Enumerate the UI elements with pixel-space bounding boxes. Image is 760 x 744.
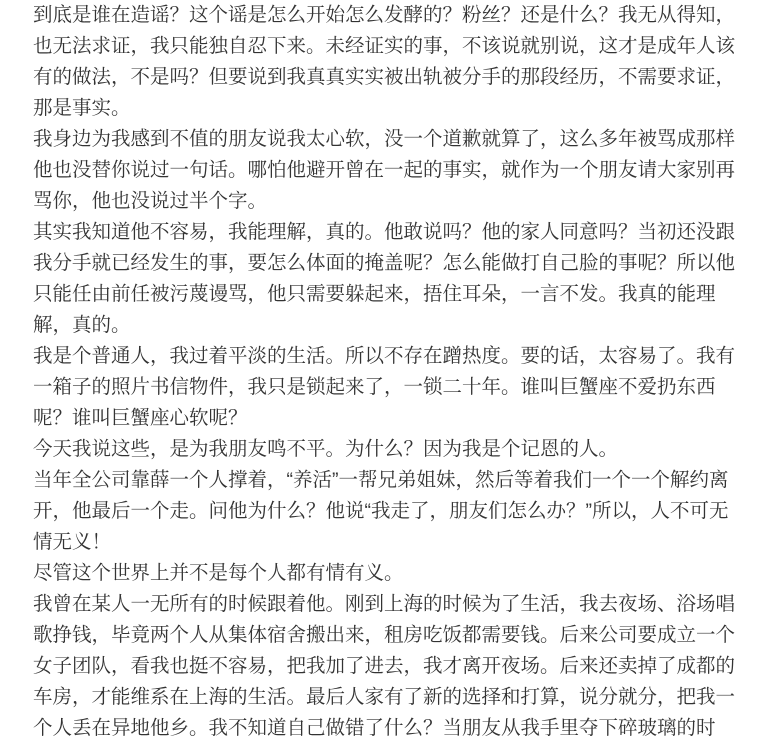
paragraph: 今天我说这些，是为我朋友鸣不平。为什么？因为我是个记恩的人。: [33, 438, 619, 460]
paragraph: 我曾在某人一无所有的时候跟着他。刚到上海的时候为了生活，我去夜场、浴场唱歌挣钱，毕竟两个人从集体宿舍搬出来，租房吃饭都需要钱。后来公司要成立一个女子团队，看我也挺不容易，把我加了进去，我才离开夜场。后来还卖掉了成都的车房，才能维系在上海的生活。最后人家有了新的选择和打算，说分就分，把我一个人丢在异地他乡。我不知道自己做错了什么？当朋友从我手里夺下碎玻璃的时: [33, 593, 736, 739]
paragraph: 当年全公司靠薛一个人撑着，“养活”一帮兄弟姐妹，然后等着我们一个一个解约离开，他最后一个走。问他为什么？他说“我走了，朋友们怎么办？”所以，人不可无情无义！: [33, 469, 729, 553]
paragraph: 我身边为我感到不值的朋友说我太心软，没一个道歉就算了，这么多年被骂成那样他也没替你说过一句话。哪怕他避开曾在一起的事实，就作为一个朋友请大家别再骂你，他也没说过半个字。: [33, 128, 736, 212]
paragraph: 尽管这个世界上并不是每个人都有情有义。: [33, 562, 404, 584]
paragraph: 我是个普通人，我过着平淡的生活。所以不存在蹭热度。要的话，太容易了。我有一箱子的照片书信物件，我只是锁起来了，一锁二十年。谁叫巨蟹座不爱扔东西呢？谁叫巨蟹座心软呢？: [33, 345, 736, 429]
paragraph: 到底是谁在造谣？这个谣是怎么开始怎么发酵的？粉丝？还是什么？我无从得知，也无法求证，我只能独自忍下来。未经证实的事，不该说就别说，这才是成年人该有的做法，不是吗？但要说到我真真实实被出轨被分手的那段经历，不需要求证，那是事实。: [33, 4, 736, 119]
paragraph: 其实我知道他不容易，我能理解，真的。他敢说吗？他的家人同意吗？当初还没跟我分手就已经发生的事，要怎么体面的掩盖呢？怎么能做打自己脸的事呢？所以他只能任由前任被污蔑谩骂，他只需要躲起来，捂住耳朵，一言不发。我真的能理解，真的。: [33, 221, 736, 336]
